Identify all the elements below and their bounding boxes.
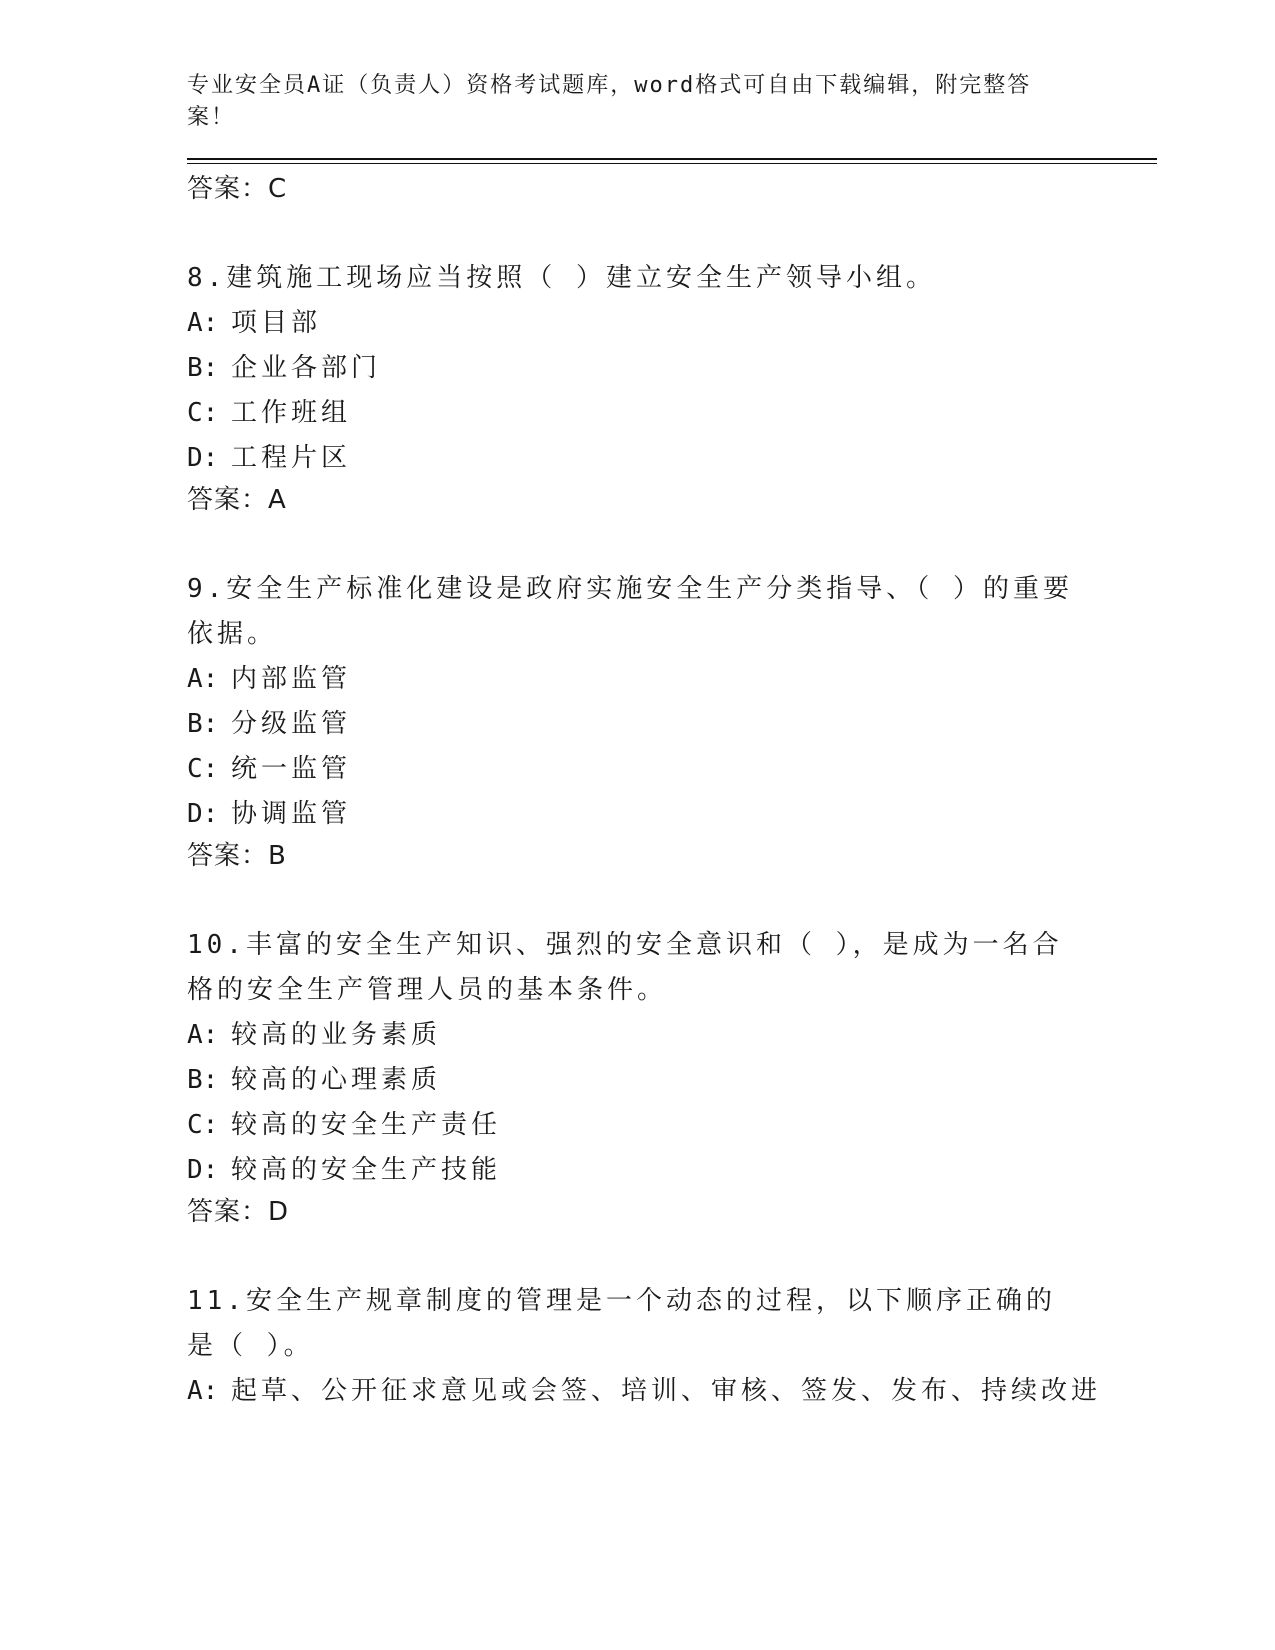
question-9	[187, 567, 1147, 873]
option-key: C:	[187, 754, 219, 784]
option-a	[187, 301, 1147, 346]
option-b	[187, 1058, 1147, 1103]
option-d	[187, 1148, 1147, 1193]
option-key: D:	[187, 1155, 219, 1185]
option-text: 工作班组	[231, 398, 352, 428]
option-b	[187, 702, 1147, 747]
option-c	[187, 747, 1147, 792]
option-key: C:	[187, 398, 219, 428]
option-key: B:	[187, 1065, 219, 1095]
question-stem: 11.安全生产规章制度的管理是一个动态的过程，以下顺序正确的是（ ）。	[187, 1286, 1056, 1361]
header-divider	[187, 158, 1157, 164]
option-text: 起草、公开征求意见或会签、培训、审核、签发、发布、持续改进	[231, 1376, 1102, 1406]
option-c	[187, 1103, 1147, 1148]
option-d	[187, 436, 1147, 481]
option-d	[187, 792, 1147, 837]
question-stem: 10.丰富的安全生产知识、强烈的安全意识和（ ），是成为一名合格的安全生产管理人员的基本条件。	[187, 930, 1063, 1005]
option-text: 内部监管	[231, 664, 352, 694]
option-text: 企业各部门	[231, 353, 382, 383]
question-8	[187, 256, 1147, 517]
question-answer: 答案：A	[187, 485, 287, 515]
question-11	[187, 1279, 1147, 1414]
option-text: 项目部	[231, 308, 322, 338]
option-a	[187, 1369, 1147, 1414]
option-key: A:	[187, 1020, 219, 1050]
question-stem: 9.安全生产标准化建设是政府实施安全生产分类指导、（ ）的重要依据。	[187, 574, 1073, 649]
option-text: 较高的安全生产责任	[231, 1110, 502, 1140]
option-key: D:	[187, 799, 219, 829]
option-b	[187, 346, 1147, 391]
option-a	[187, 1013, 1147, 1058]
document-page	[187, 70, 1147, 1414]
option-key: B:	[187, 709, 219, 739]
option-a	[187, 657, 1147, 702]
option-key: A:	[187, 308, 219, 338]
question-answer: 答案：D	[187, 1197, 290, 1227]
question-stem: 8.建筑施工现场应当按照（ ）建立安全生产领导小组。	[187, 263, 936, 293]
option-text: 分级监管	[231, 709, 352, 739]
question-10	[187, 923, 1147, 1229]
option-text: 较高的业务素质	[231, 1020, 442, 1050]
option-text: 工程片区	[231, 443, 352, 473]
option-key: A:	[187, 664, 219, 694]
option-key: D:	[187, 443, 219, 473]
document-header: 专业安全员A证（负责人）资格考试题库，word格式可自由下载编辑，附完整答案！	[187, 73, 1032, 130]
question-answer: 答案：B	[187, 841, 287, 871]
option-key: A:	[187, 1376, 219, 1406]
option-key: B:	[187, 353, 219, 383]
option-key: C:	[187, 1110, 219, 1140]
option-text: 较高的安全生产技能	[231, 1155, 502, 1185]
option-c	[187, 391, 1147, 436]
option-text: 协调监管	[231, 799, 352, 829]
option-text: 统一监管	[231, 754, 352, 784]
previous-answer: 答案：C	[187, 174, 288, 204]
option-text: 较高的心理素质	[231, 1065, 442, 1095]
